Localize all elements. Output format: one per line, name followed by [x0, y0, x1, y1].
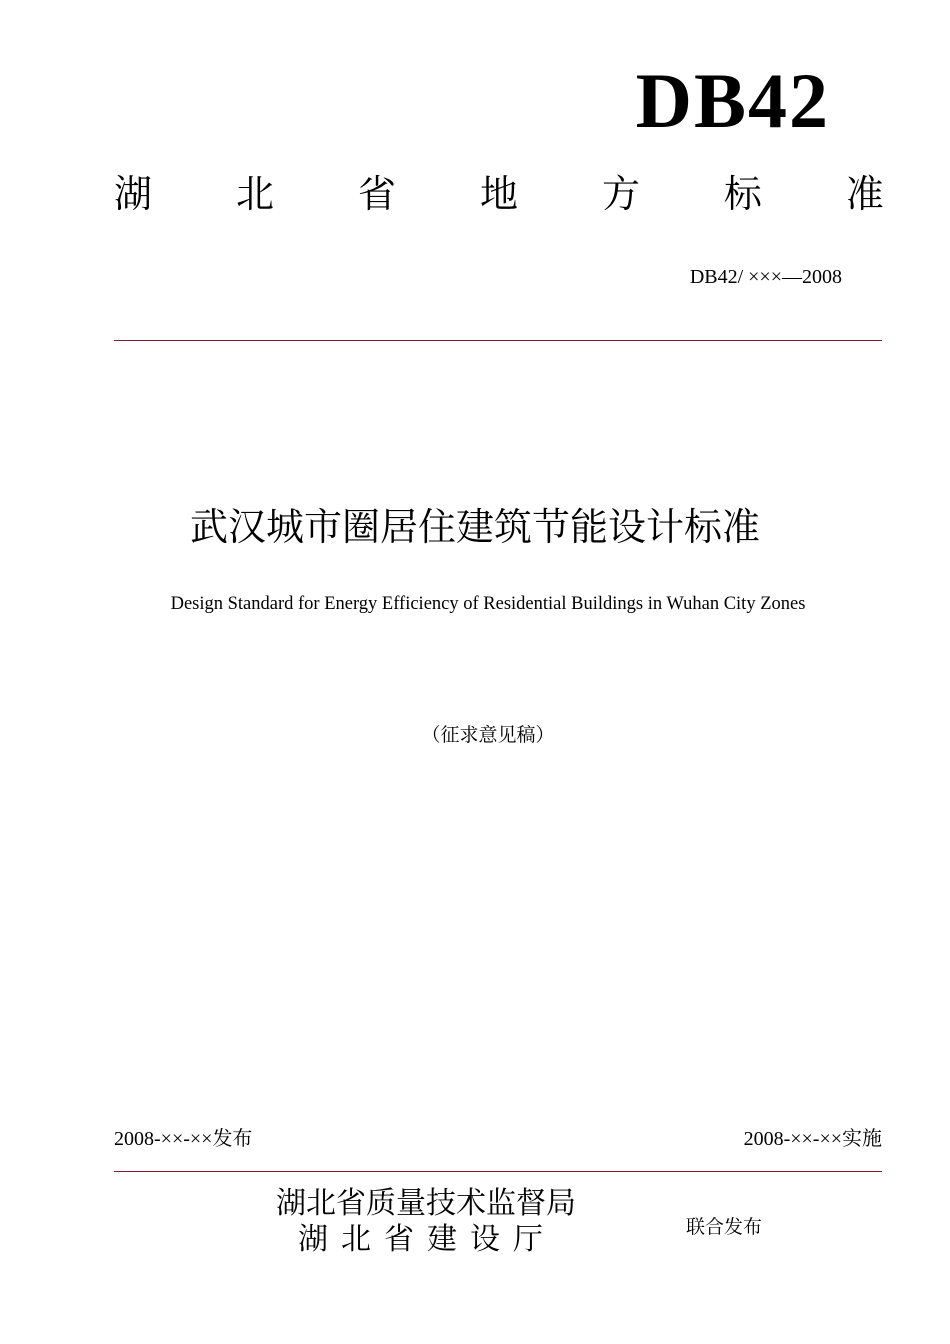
standard-type-char: 准: [845, 172, 884, 216]
draft-note: （征求意见稿）: [421, 724, 555, 746]
standard-type-char: 标: [723, 172, 762, 216]
document-title-chinese: 武汉城市圈居住建筑节能设计标准: [189, 505, 760, 549]
issue-date: [114, 1122, 252, 1151]
issue-date-label: 发布: [212, 1126, 253, 1150]
issuing-authorities: [276, 1186, 576, 1258]
issuer-construction-department: 湖北省建设厅: [298, 1222, 556, 1257]
joint-issue-label: 联合发布: [686, 1216, 763, 1238]
standard-number: DB42/ ×××—2008: [689, 266, 842, 288]
standard-type-char: 省: [357, 172, 396, 216]
standard-type-char: 方: [601, 172, 640, 216]
standard-type-char: 湖: [114, 172, 153, 216]
issuer-quality-bureau: 湖北省质量技术监督局: [276, 1186, 576, 1221]
implementation-date-label: 实施: [842, 1126, 882, 1150]
standard-type-char: 北: [235, 172, 274, 216]
document-title-english: Design Standard for Energy Efficiency of Residential Buildings in Wuhan City Zones: [170, 594, 806, 614]
issue-date-value: 2008-××-××: [114, 1128, 213, 1150]
standard-type-heading: [114, 172, 884, 218]
implementation-date: [744, 1122, 882, 1151]
implementation-date-value: 2008-××-××: [743, 1128, 842, 1150]
standard-code-logo: DB42: [635, 57, 830, 144]
top-divider: [114, 340, 882, 341]
standard-type-char: 地: [479, 172, 518, 216]
bottom-divider: [114, 1171, 882, 1172]
